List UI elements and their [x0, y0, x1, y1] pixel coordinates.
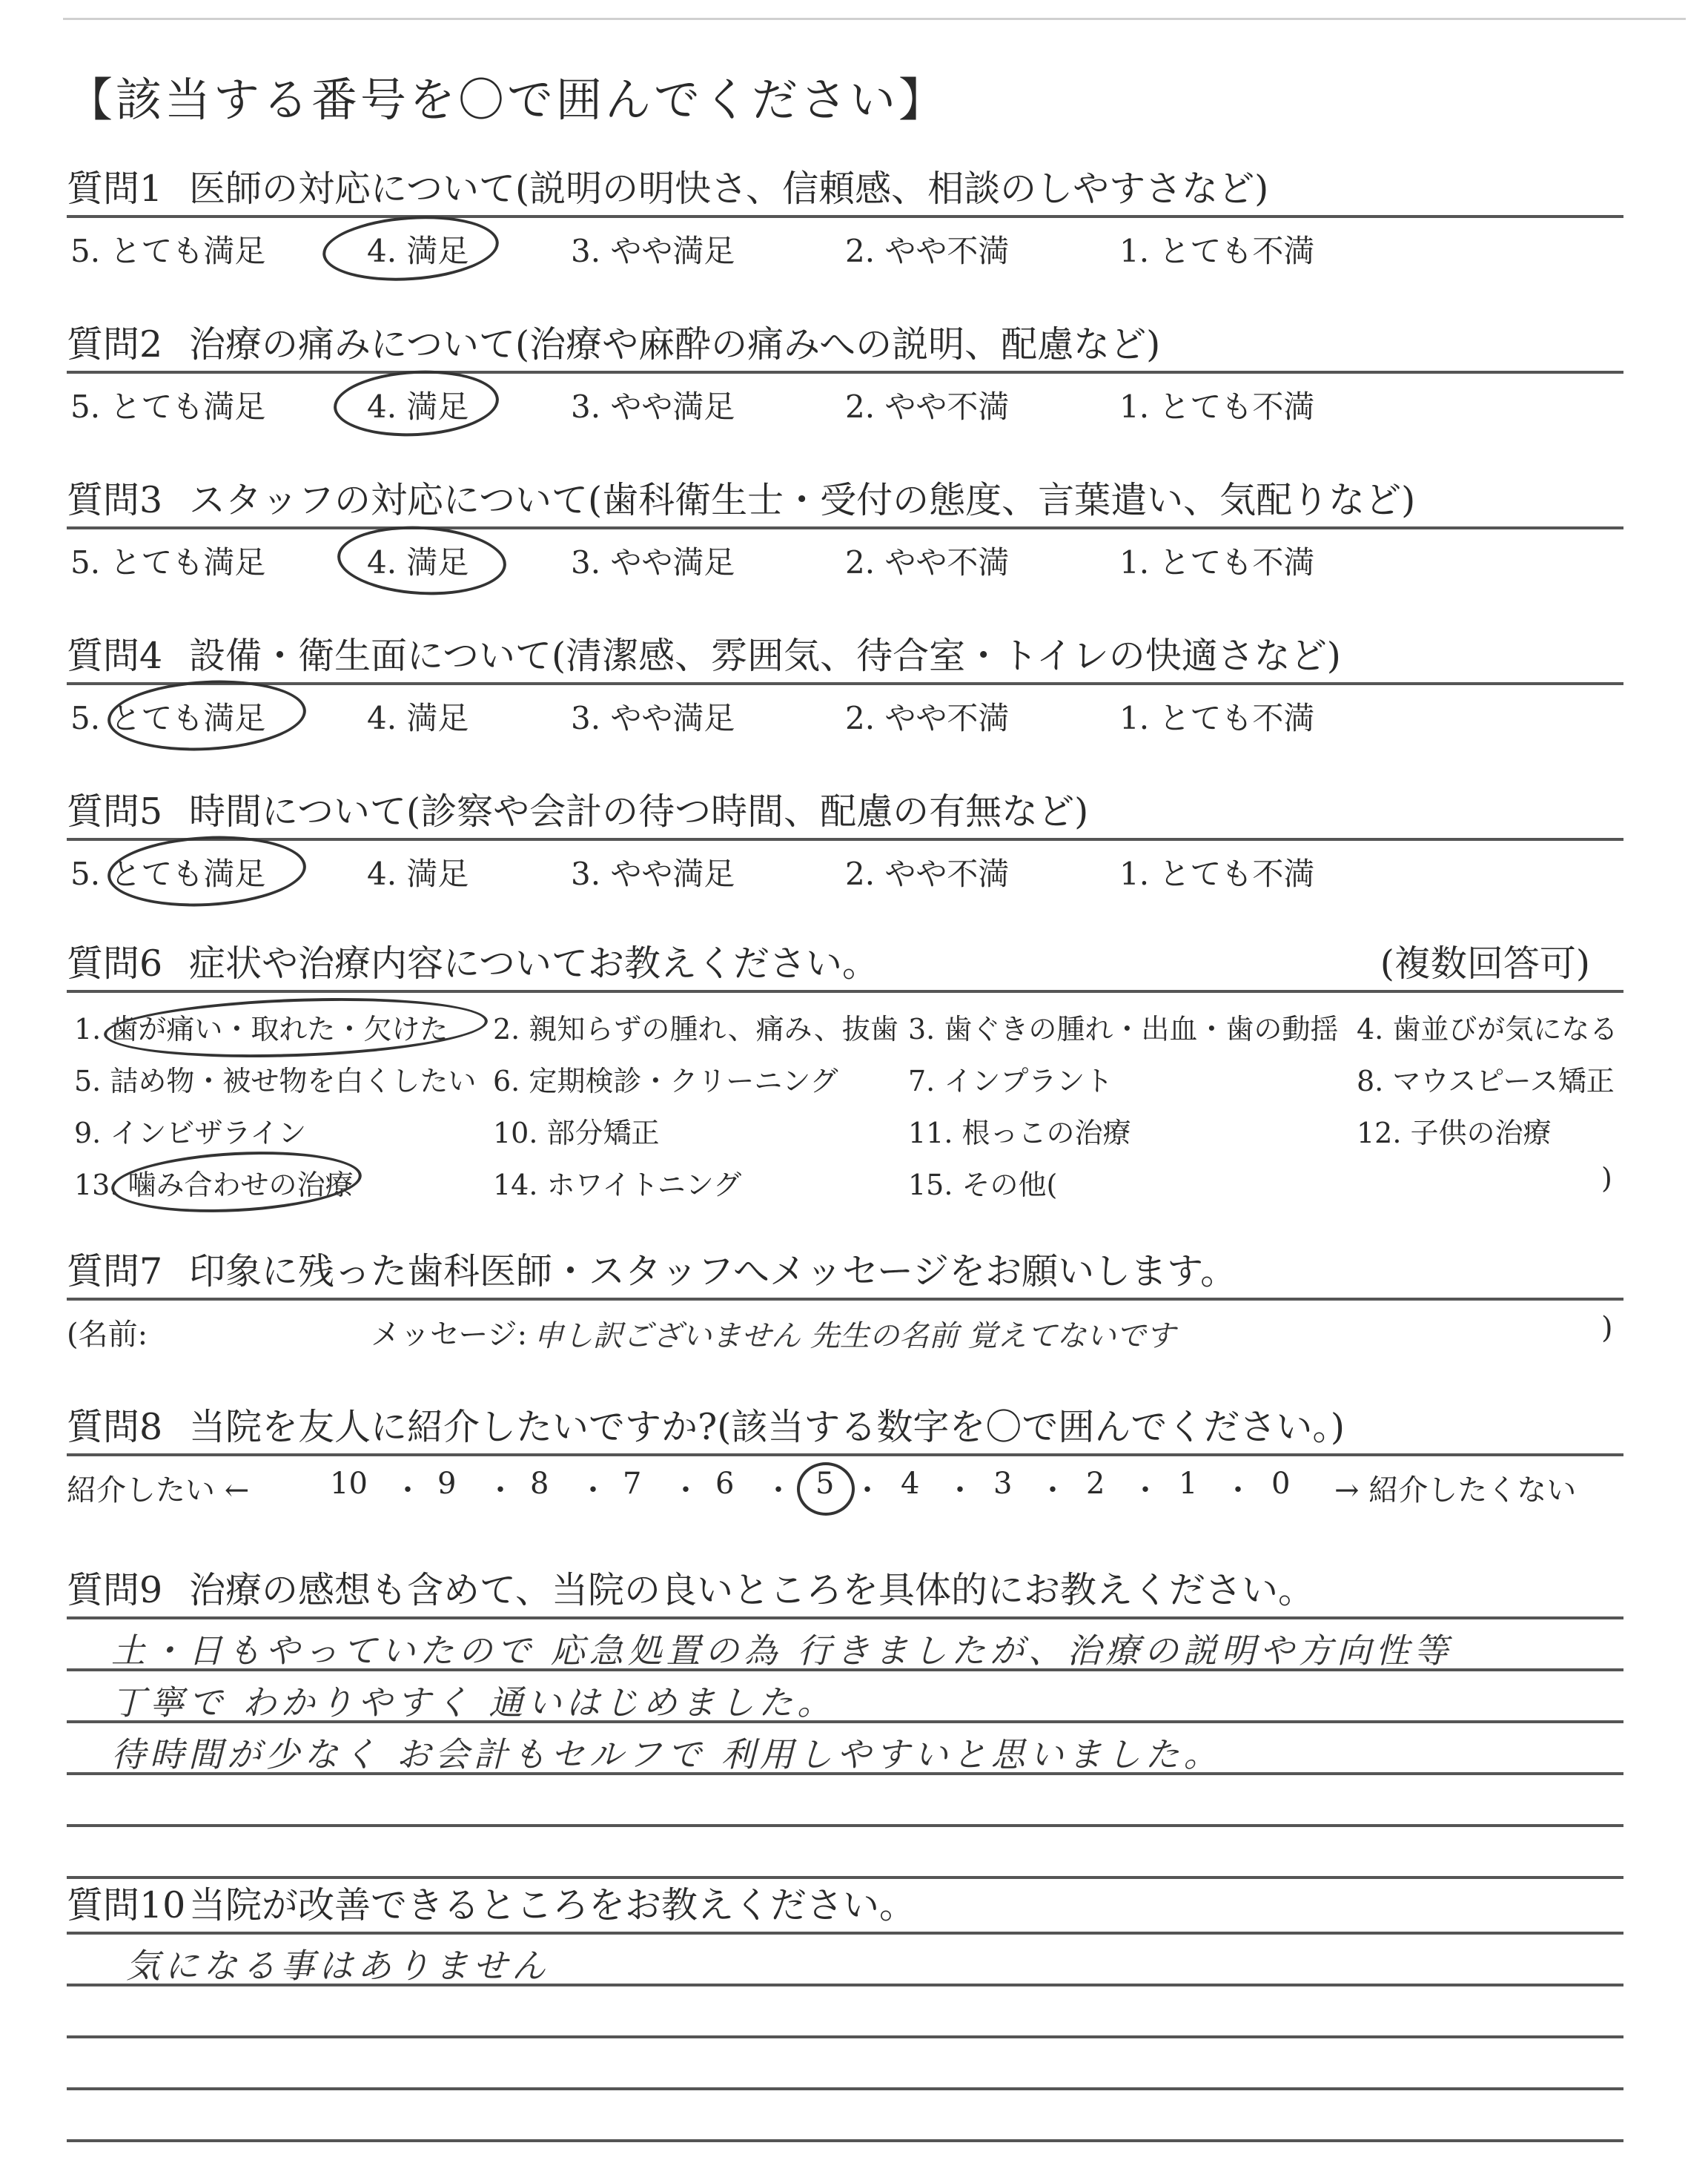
option-12[interactable]: 12. 子供の治療 [1357, 1117, 1552, 1149]
question-title: 当院を友人に紹介したいですか?(該当する数字を〇で囲んでください。) [189, 1406, 1345, 1448]
option-4[interactable]: 4. 満足 [367, 389, 469, 425]
selection-circle [336, 522, 509, 599]
question-title: 症状や治療内容についてお教えください。 [189, 942, 879, 985]
option-1[interactable]: 1. とても不満 [1119, 233, 1315, 269]
option-2[interactable]: 2. やや不満 [845, 389, 1010, 425]
option-1[interactable]: 1. とても不満 [1119, 700, 1315, 736]
question-title: 印象に残った歯科医師・スタッフへメッセージをお願いします。 [189, 1250, 1237, 1292]
top-border [63, 18, 1686, 20]
rating-options [67, 685, 1623, 744]
other-close-paren: ) [1601, 1162, 1612, 1195]
option-5[interactable]: 5. とても満足 [70, 544, 266, 581]
option-10[interactable]: 10. 部分矯正 [493, 1117, 660, 1149]
option-1[interactable]: 1. 歯が痛い・取れた・欠けた [74, 1013, 448, 1046]
scale-right-label: → 紹介したくない [1334, 1473, 1577, 1507]
scale-9[interactable]: 9 [437, 1467, 457, 1501]
question-8 [67, 1401, 1623, 1516]
question-number: 質問6 [67, 942, 163, 985]
option-15[interactable]: 15. その他( [908, 1169, 1058, 1201]
scale-3[interactable]: 3 [993, 1467, 1013, 1501]
question-title: 時間について(診察や会計の待つ時間、配慮の有無など) [189, 790, 1089, 833]
option-4[interactable]: 4. 歯並びが気になる [1357, 1013, 1618, 1046]
option-2[interactable]: 2. やや不満 [845, 700, 1010, 736]
option-5[interactable]: 5. とても満足 [70, 389, 266, 425]
option-8[interactable]: 8. マウスピース矯正 [1357, 1065, 1615, 1097]
option-2[interactable]: 2. やや不満 [845, 544, 1010, 581]
question-title: 医師の対応について(説明の明快さ、信頼感、相談のしやすさなど) [189, 168, 1269, 210]
question-number: 質問10 [67, 1884, 186, 1926]
option-5[interactable]: 5. 詰め物・被せ物を白くしたい [74, 1065, 477, 1097]
question-7 [67, 1246, 1623, 1360]
close-paren: ) [1601, 1311, 1613, 1345]
scale-5[interactable]: 5 [815, 1467, 835, 1501]
option-3[interactable]: 3. やや満足 [571, 389, 735, 425]
option-4[interactable]: 4. 満足 [367, 700, 469, 736]
multiple-answers-note: (複数回答可) [1380, 942, 1590, 985]
option-3[interactable]: 3. やや満足 [571, 856, 735, 892]
option-3[interactable]: 3. やや満足 [571, 700, 735, 736]
selection-circle [110, 1146, 363, 1218]
question-number: 質問7 [67, 1250, 163, 1292]
option-3[interactable]: 3. 歯ぐきの腫れ・出血・歯の動揺 [908, 1013, 1339, 1046]
answer-line-1: 土・日もやっていたので 応急処置の為 行きましたが、治療の説明や方向性等 [111, 1631, 1453, 1671]
question-2 [67, 319, 1623, 433]
question-number: 質問9 [67, 1569, 163, 1611]
option-2[interactable]: 2. 親知らずの腫れ、痛み、抜歯 [493, 1013, 898, 1046]
recommend-scale: 紹介したい ← 10 ・ 9 ・ 8 ・ 7 ・ 6 ・ 5 ・ 4 ・ 3 ・ 2 ・ 1 ・ 0 → 紹介したくない [67, 1456, 1623, 1516]
option-4[interactable]: 4. 満足 [367, 544, 469, 581]
question-title: スタッフの対応について(歯科衛生士・受付の態度、言葉遣い、気配りなど) [189, 479, 1416, 521]
scale-7[interactable]: 7 [623, 1467, 642, 1501]
answer-line-3: 待時間が少なく お会計もセルフで 利用しやすいと思いました。 [111, 1734, 1222, 1774]
selection-circle [106, 676, 308, 756]
option-9[interactable]: 9. インビザライン [74, 1117, 307, 1149]
question-title: 設備・衛生面について(清潔感、雰囲気、待合室・トイレの快適さなど) [189, 635, 1341, 677]
question-6 [67, 938, 1623, 1223]
scale-4[interactable]: 4 [901, 1467, 920, 1501]
option-14[interactable]: 14. ホワイトニング [493, 1169, 742, 1201]
scale-1[interactable]: 1 [1179, 1467, 1198, 1501]
scale-2[interactable]: 2 [1086, 1467, 1105, 1501]
selection-circle [797, 1462, 855, 1516]
question-9 [67, 1565, 1623, 1883]
symptom-options [67, 993, 1623, 1223]
selection-circle [106, 831, 308, 911]
question-number: 質問1 [67, 168, 163, 210]
question-number: 質問3 [67, 479, 163, 521]
option-7[interactable]: 7. インプラント [908, 1065, 1113, 1097]
question-title: 治療の痛みについて(治療や麻酔の痛みへの説明、配慮など) [189, 323, 1161, 366]
answer-area[interactable] [67, 1616, 1623, 1883]
message-label: メッセージ: [371, 1318, 528, 1352]
option-1[interactable]: 1. とても不満 [1119, 544, 1315, 581]
question-10 [67, 1880, 1623, 2147]
message-text[interactable]: 申し訳ございません 先生の名前 覚えてないです [534, 1319, 1176, 1353]
rating-options [67, 374, 1623, 433]
selection-circle [332, 366, 500, 440]
option-13[interactable]: 13. 噛み合わせの治療 [74, 1169, 354, 1201]
answer-line-1: 気になる事はありません [126, 1946, 550, 1986]
option-3[interactable]: 3. やや満足 [571, 233, 735, 269]
option-1[interactable]: 1. とても不満 [1119, 856, 1315, 892]
scale-8[interactable]: 8 [530, 1467, 549, 1501]
answer-line-2: 丁寧で わかりやすく 通いはじめました。 [111, 1682, 836, 1723]
selection-circle [320, 211, 500, 286]
answer-area[interactable] [67, 1932, 1623, 2147]
option-2[interactable]: 2. やや不満 [845, 856, 1010, 892]
selection-circle [103, 992, 489, 1063]
option-2[interactable]: 2. やや不満 [845, 233, 1010, 269]
option-5[interactable]: 5. とても満足 [70, 856, 266, 892]
name-label: (名前: [67, 1318, 148, 1352]
rating-options [67, 218, 1623, 277]
option-5[interactable]: 5. とても満足 [70, 700, 266, 736]
option-3[interactable]: 3. やや満足 [571, 544, 735, 581]
option-1[interactable]: 1. とても不満 [1119, 389, 1315, 425]
option-4[interactable]: 4. 満足 [367, 233, 469, 269]
option-6[interactable]: 6. 定期検診・クリーニング [493, 1065, 838, 1097]
rating-options [67, 529, 1623, 589]
question-number: 質問4 [67, 635, 163, 677]
scale-left-label: 紹介したい ← [67, 1473, 250, 1507]
question-4 [67, 630, 1623, 744]
rating-options [67, 841, 1623, 900]
question-3 [67, 475, 1623, 589]
question-number: 質問8 [67, 1406, 163, 1448]
question-1 [67, 163, 1623, 277]
scale-6[interactable]: 6 [715, 1467, 735, 1501]
question-number: 質問5 [67, 790, 163, 833]
scale-10[interactable]: 10 [330, 1467, 368, 1501]
option-5[interactable]: 5. とても満足 [70, 233, 266, 269]
message-row [67, 1301, 1623, 1360]
question-title: 当院が改善できるところをお教えください。 [189, 1884, 916, 1926]
question-title: 治療の感想も含めて、当院の良いところを具体的にお教えください。 [189, 1569, 1315, 1611]
question-5 [67, 786, 1623, 900]
option-11[interactable]: 11. 根っこの治療 [908, 1117, 1131, 1149]
option-4[interactable]: 4. 満足 [367, 856, 469, 892]
scale-0[interactable]: 0 [1271, 1467, 1291, 1501]
form-header: 【該当する番号を〇で囲んでください】 [67, 73, 948, 127]
question-number: 質問2 [67, 323, 163, 366]
